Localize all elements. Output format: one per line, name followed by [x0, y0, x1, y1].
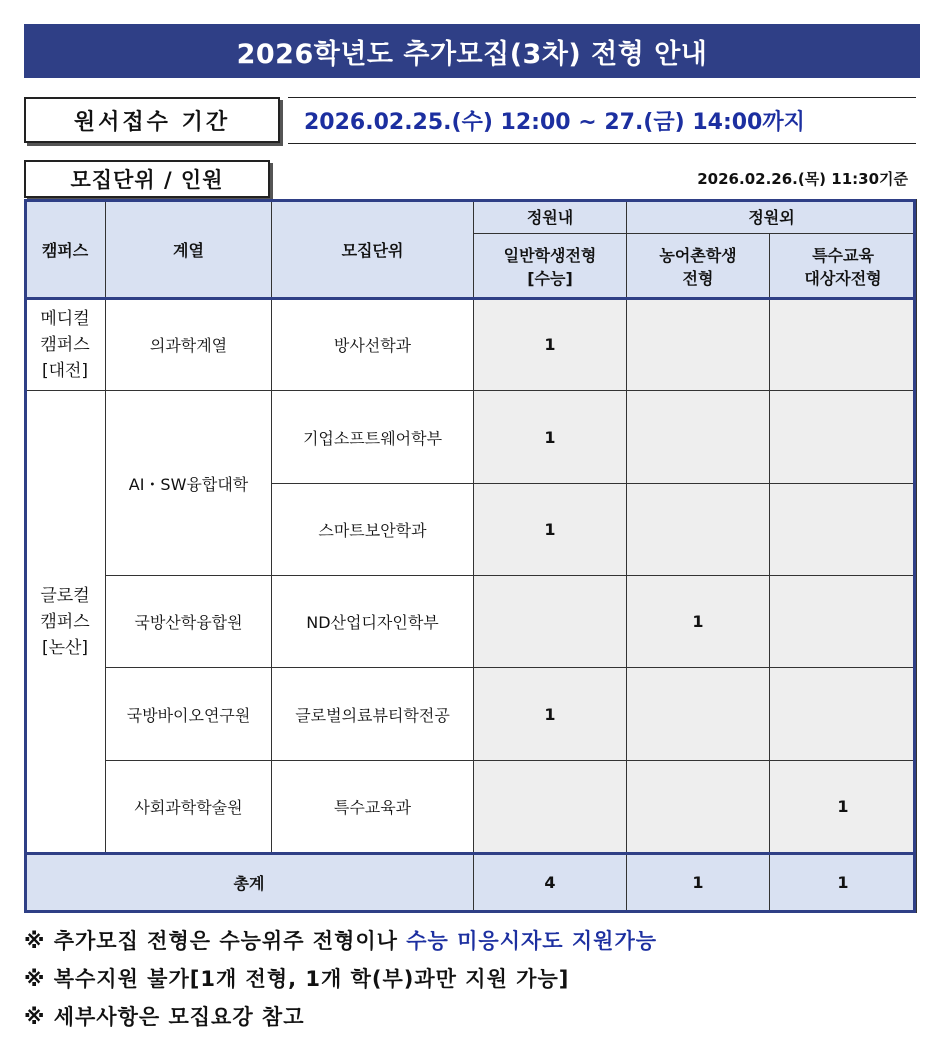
recruitment-table: [24, 199, 917, 913]
division-cell: 국방산학융합원: [106, 576, 272, 668]
rural-count: [627, 761, 770, 853]
note-item: [24, 960, 657, 998]
table-row: [25, 299, 917, 391]
units-label: 모집단위 / 인원: [24, 160, 270, 198]
division-cell: 국방바이오연구원: [106, 668, 272, 761]
period-value: 2026.02.25.(수) 12:00 ~ 27.(금) 14:00까지: [304, 109, 805, 135]
header-campus: 캠퍼스: [25, 200, 106, 299]
header-divider: [24, 297, 916, 300]
rural-count: 1: [627, 576, 770, 668]
total-rural: 1: [627, 853, 770, 913]
period-label: 원서접수 기간: [24, 97, 280, 143]
table-row: [25, 391, 917, 484]
general-count: [474, 576, 627, 668]
rural-count: [627, 484, 770, 576]
unit-cell: 기업소프트웨어학부: [272, 391, 474, 484]
header-general: 일반학생전형 [수능]: [474, 234, 627, 299]
header-special: 특수교육 대상자전형: [770, 234, 917, 299]
general-count: 1: [474, 299, 627, 391]
header-rural: 농어촌학생 전형: [627, 234, 770, 299]
general-count: 1: [474, 391, 627, 484]
special-count: 1: [770, 761, 917, 853]
unit-cell: 특수교육과: [272, 761, 474, 853]
general-count: 1: [474, 668, 627, 761]
special-count: [770, 668, 917, 761]
total-special: 1: [770, 853, 917, 913]
header-division: 계열: [106, 200, 272, 299]
note-text: ※ 복수지원 불가[1개 전형, 1개 학(부)과만 지원 가능]: [24, 967, 570, 991]
special-count: [770, 391, 917, 484]
division-cell: 의과학계열: [106, 299, 272, 391]
note-text: ※ 추가모집 전형은 수능위주 전형이나: [24, 929, 407, 953]
note-item: [24, 998, 657, 1036]
general-count: [474, 761, 627, 853]
division-cell: AI・SW융합대학: [106, 391, 272, 576]
table-row: [25, 668, 917, 761]
rural-count: [627, 391, 770, 484]
table-row: [25, 761, 917, 853]
header-out-quota: 정원외: [627, 200, 917, 234]
period-divider-top: [288, 97, 916, 98]
total-divider: [24, 852, 916, 855]
note-item: [24, 922, 657, 960]
unit-cell: 방사선학과: [272, 299, 474, 391]
total-general: 4: [474, 853, 627, 913]
total-label: 총계: [25, 853, 474, 913]
total-row: [25, 853, 917, 913]
page-title: 2026학년도 추가모집(3차) 전형 안내: [24, 24, 920, 78]
unit-cell: 글로벌의료뷰티학전공: [272, 668, 474, 761]
note-highlight: 수능 미응시자도 지원가능: [406, 929, 658, 953]
rural-count: [627, 299, 770, 391]
special-count: [770, 484, 917, 576]
unit-cell: ND산업디자인학부: [272, 576, 474, 668]
general-count: 1: [474, 484, 627, 576]
note-text: ※ 세부사항은 모집요강 참고: [24, 1005, 305, 1029]
as-of-date: 2026.02.26.(목) 11:30기준: [697, 170, 908, 188]
notes: [24, 922, 657, 1036]
unit-cell: 스마트보안학과: [272, 484, 474, 576]
table-row: [25, 576, 917, 668]
special-count: [770, 299, 917, 391]
campus-medical: 메디컬 캠퍼스 [대전]: [25, 299, 106, 391]
header-unit: 모집단위: [272, 200, 474, 299]
period-divider-bottom: [288, 143, 916, 144]
division-cell: 사회과학학술원: [106, 761, 272, 853]
header-in-quota: 정원내: [474, 200, 627, 234]
special-count: [770, 576, 917, 668]
campus-global: 글로컬 캠퍼스 [논산]: [25, 391, 106, 853]
rural-count: [627, 668, 770, 761]
